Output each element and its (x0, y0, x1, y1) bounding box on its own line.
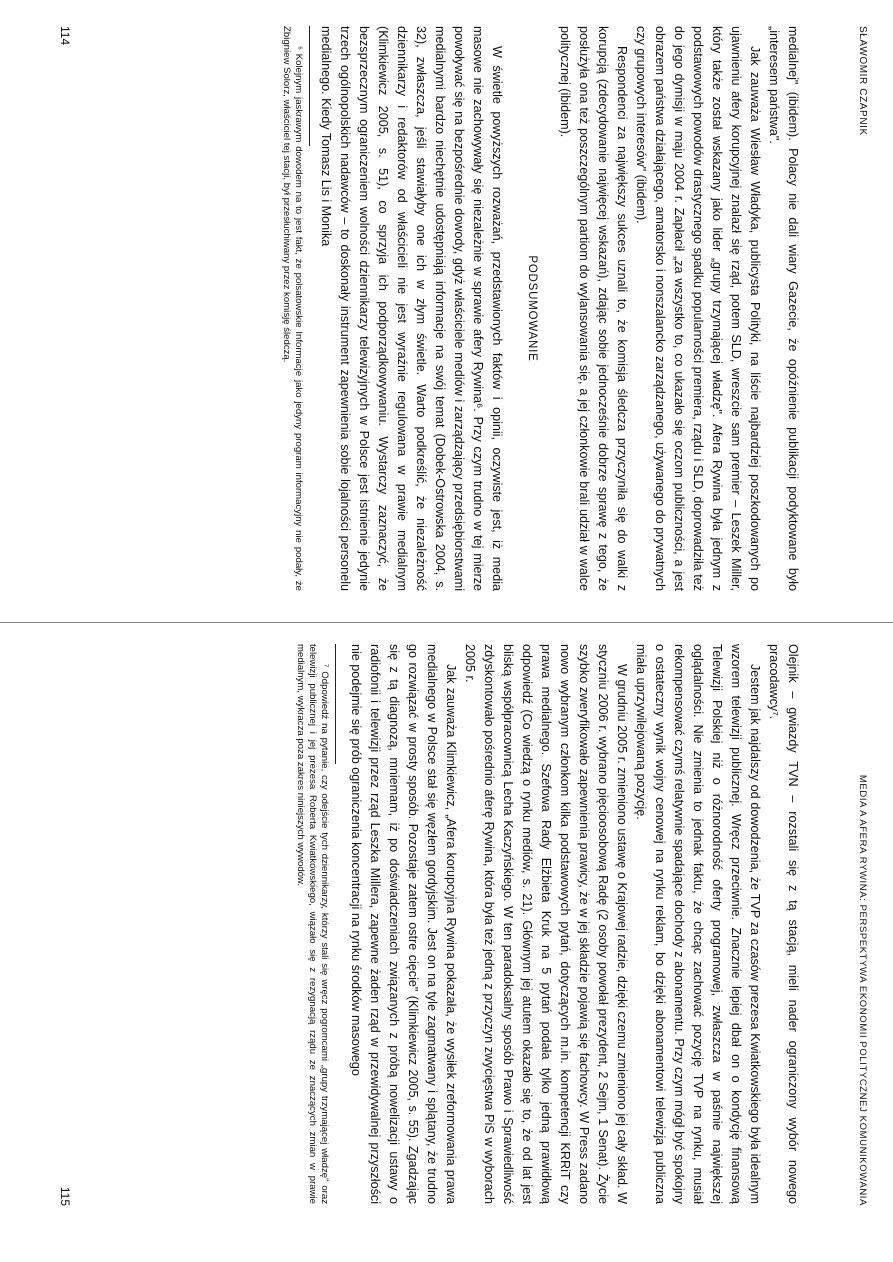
paragraph: Jak zauważa Klimkiewicz, „Afera korupcyjna Rywina pokazała, że wysiłek zreformowania prawa medialnego w Polsce stał się węzłem gordyjskim. Jest on na tyle zagmatwany i splątany, że trudno go rozwiązać w prosty sposób. Pozostaje zatem ostre cięcie" (Klimkiewicz 2005, s. 55). Zgadzając się z tą diagnozą, mniemam, iż po doświadczeniach związanych z próbą nowelizacji ustawy o radiofonii i telewizji przez rząd Leszka Millera, zapewne żaden rząd w przewidywalnej przyszłości nie podejmie się prób ograniczenia koncentracji na rynku środków masowego (349, 644, 458, 1204)
running-head-right: MEDIA A AFERA RYWINA: PERSPEKTYWA EKONOMII POLITYCZNEJ KOMUNIKOWANIA (857, 774, 868, 1206)
paragraph: W grudniu 2005 r. zmieniono ustawę o Krajowej radzie, dzięki czemu zmieniono jej cały skład. W styczniu 2006 r. wybrano pięcioosobową Radę (2 osoby powołał prezydent, 2 Sejm, 1 Senat). Życie szybko zweryfikowało zapewnienia prawicy, że w jej składzie pojawią się fachowcy. W Press zadano nowo wybranym członkom kilka podstawowych pytań, dotyczących m.in. kompetencji KRRiT czy prawa medialnego. Szefowa Rady Elżbieta Kruk na 5 pytań podała tylko jedną prawidłową odpowiedź (Co wiedzą o rynku mediów, s. 21). Głównym jej atutem okazało się to, że od lat jest bliską współpracownicą Lecha Kaczyńskiego. W ten paradoksalny sposób Prawo i Sprawiedliwość zdyskontowało pośrednio aferę Rywina, która była też jedną z przyczyn zwycięstwa PiS w wyborach 2005 r. (463, 644, 629, 1204)
footnote-6: ⁶ Kolejnym jaskrawym dowodem na to jest fakt, że polsatowskie Informacje jako jedyny program informacyjny nie podały, że Zbigniew Solorz, właściciel tej stacji, był przesłuchiwany przez komisję śledczą. (281, 26, 304, 591)
paragraph: Jak zauważa Wiesław Władyka, publicysta Polityki, na liście najbardziej poszkodowanych po ujawnieniu afery korupcyjnej znalazł się rząd, potem SLD, wreszcie sam premier – Leszek Miller, który także został wskazany jako lider „grupy trzymającej władzę". Afera Rywina była jednym z podstawowych powodów drastycznego spadku popularności premiera, rządu i SLD, doprowadziła też do jego dymisji w maju 2004 r. Zapłacił „za wszystko to, co ukazało się oczom publiczności, a jest obrazem państwa działającego, amatorsko i nonszalancko zarządzanego, używanego do prywatnych czy grupowych interesów" (ibidem). (634, 26, 762, 591)
paragraph: medialnej" (ibidem). Polacy nie dali wiary Gazecie, że opóźnienie publikacji podyktowane było „interesem państwa". (767, 26, 800, 591)
page-number-right: 115 (58, 1186, 72, 1206)
footnote-rule (309, 26, 310, 146)
page-number-left: 114 (58, 26, 72, 46)
paragraph: Jestem jak najdalszy od dowodzenia, że TVP za czasów prezesa Kwiatkowskiego była idealnym wzorem telewizji publicznej. Wręcz przeciwnie. Znacznie lepiej dbał on o kondycję finansową Telewizji Polskiej niż o różnorodność oferty programowej, zwłaszcza w paśmie największej oglądalności. Nie zmienia to jednak faktu, że chcąc zachować pozycję TVP na rynku, musiał rekompensować czymś relatywnie spadające dochody z abonamentu. Przy czym mógł być spokojny o ostateczny wynik wojny cenowej na rynku reklam, bo dzięki abonamentowi telewizja publiczna miała uprzywilejowaną pozycję. (634, 644, 762, 1204)
page-115-body (294, 644, 802, 1204)
page-fold-line (0, 622, 893, 623)
page-114-body (280, 26, 802, 591)
running-head-left: SŁAWOMIR CZAPNIK (857, 26, 868, 136)
paragraph: Respondenci za największy sukces uznali to, że komisja śledcza przyczyniła się do walki z korupcją (zdecydowanie najwięcej wskazań), zdając sobie jednocześnie dobrze sprawę z tego, że posłużyła ona też poszczególnym partiom do wylansowania się, a jej członkowie brali udział w walce politycznej (ibidem). (558, 26, 629, 591)
paragraph: W świetle powyższych rozważań, przedstawionych faktów i opinii, oczywiste jest, iż media masowe nie zachowywały się niezależnie w sprawie afery Rywina⁶. Przy czym trudno w tej mierze powoływać się na bezpośrednie dowody, gdyż właściciele mediów i zarządzający przedsiębiorstwami medialnymi bardzo niechętnie udostępniają informacje na swój temat (Dobek-Ostrowska 2004, s. 32), zwłaszcza, jeśli stawiałyby one ich w złym świetle. Warto podkreślić, że niezależność dziennikarzy i redaktorów od właścicieli nie jest wyraźnie regulowana w prawie medialnym (Klimkiewicz 2005, s. 51), co sprzyja ich podporządkowywaniu. Wystarczy zaznaczyć, że bezsprzecznym ograniczeniem wolności dziennikarzy telewizyjnych w Polsce jest istnienie jedynie trzech ogólnopolskich nadawców – to doskonały instrument zapewnienia sobie lojalności personelu medialnego. Kiedy Tomasz Lis i Monika (319, 26, 504, 591)
page-114 (48, 22, 868, 602)
section-heading: PODSUMOWANIE (526, 255, 538, 362)
footnote-rule (335, 644, 336, 764)
footnote-7: ⁷ Odpowiedź na pytanie, czy odejście tych dziennikarzy, którzy stali się wręcz pogromcami „grupy trzymającej władzę" oraz telewizji publicznej i jej prezesa Roberta Kwiatkowskiego, wiązało się z rezygnacją rządu ze znaczących zmian w prawie medialnym, wykracza poza zakres niniejszych wywodów. (295, 644, 330, 1204)
page-115 (48, 640, 868, 1210)
paragraph: Olejnik – gwiazdy TVN – rozstali się z tą stacją, mieli nader ograniczony wybór nowego pracodawcy⁷. (767, 644, 800, 1204)
